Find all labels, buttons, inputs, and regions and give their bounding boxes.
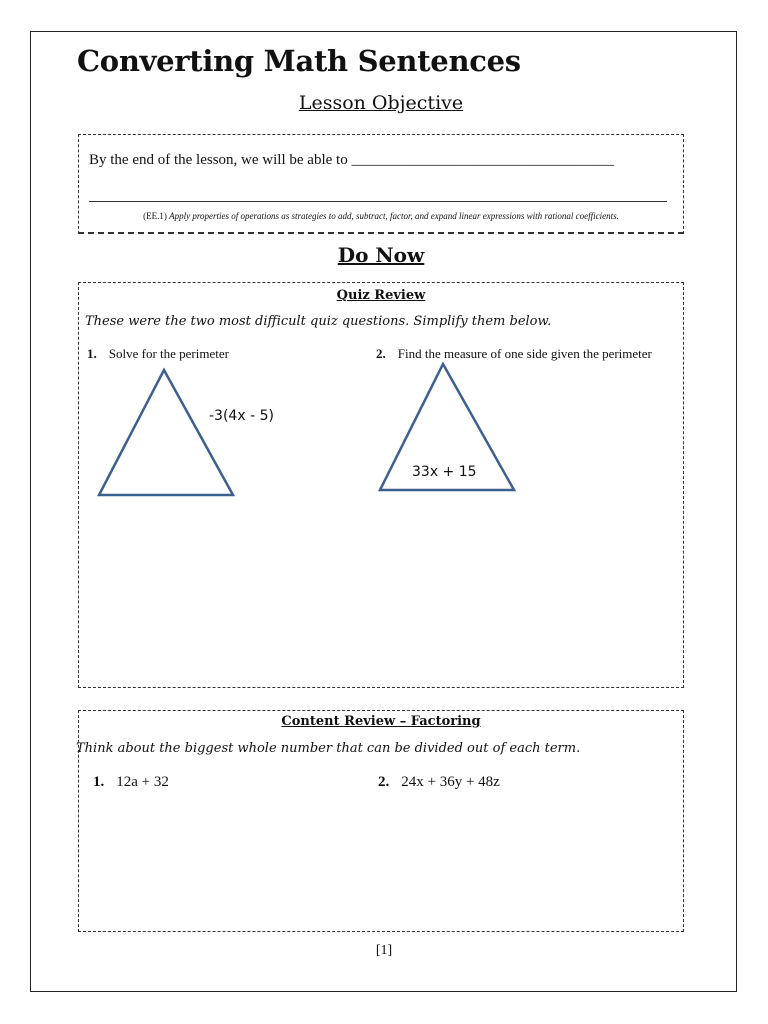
do-now-heading: Do Now [337,243,425,267]
triangle-2-perimeter-label: 33x + 15 [412,464,477,480]
content-review-instruction: Think about the biggest whole number that can be divided out of each term. [76,741,581,756]
content-review-title: Content Review – Factoring [281,714,481,729]
lesson-objective-heading: Lesson Objective [298,92,464,114]
problem-expression: 12a + 32 [116,774,169,790]
page-number: [1] [375,943,393,958]
page-title: Converting Math Sentences [77,44,521,78]
standard-text: Apply properties of operations as strategies to add, subtract, factor, and expand linear expressions with rational coefficients. [169,211,619,221]
factoring-problem-1 [93,774,169,791]
standard-code: (EE.1) [143,211,167,221]
problem-number: 1. [93,774,105,790]
quiz-review-title: Quiz Review [336,288,426,303]
quiz-review-instruction: These were the two most difficult quiz questions. Simplify them below. [85,314,552,329]
factoring-problem-2 [378,774,500,791]
objective-sentence: By the end of the lesson, we will be able to ___________________________________ [89,152,614,168]
triangle-1-side-label: -3(4x - 5) [209,408,274,424]
equilateral-triangle-icon [99,370,233,495]
question-number: 1. [87,346,97,361]
problem-expression: 24x + 36y + 48z [401,774,500,790]
problem-number: 2. [378,774,390,790]
question-text: Find the measure of one side given the perimeter [397,346,652,361]
question-text: Solve for the perimeter [108,346,229,361]
question-number: 2. [376,346,386,361]
